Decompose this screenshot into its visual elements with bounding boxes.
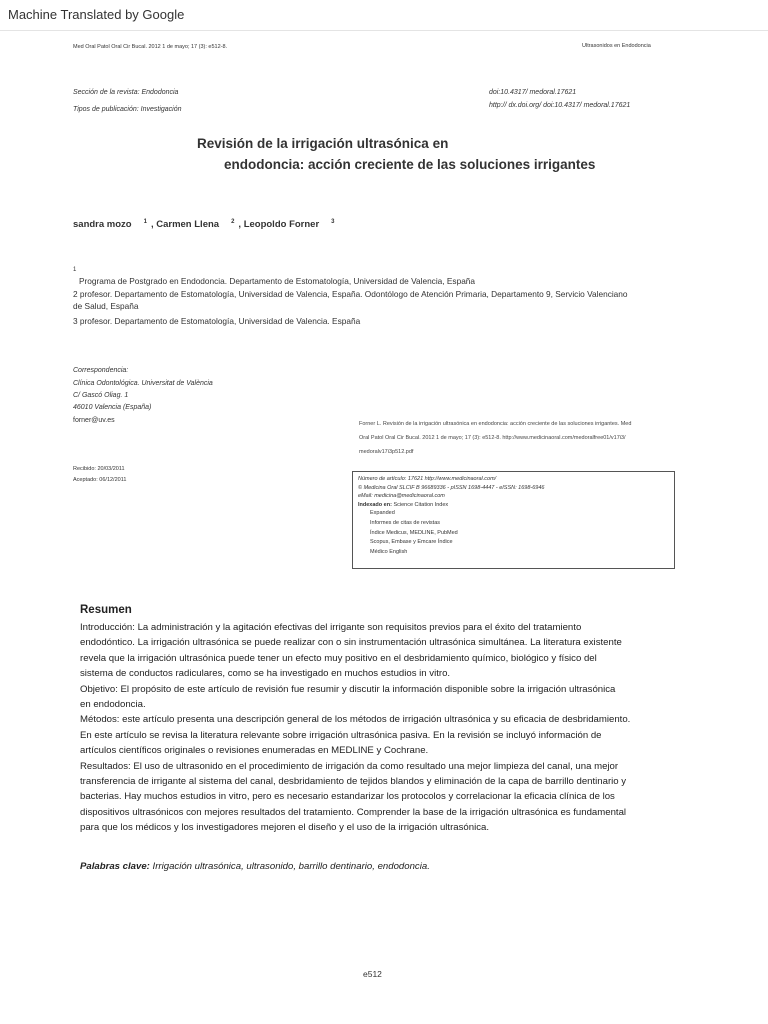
accepted-date: Aceptado: 06/12/2011 xyxy=(73,477,127,483)
index-item: Índice Medicus, MEDLINE, PubMed xyxy=(370,529,458,536)
doi-link[interactable]: http:// dx.doi.org/ doi:10.4317/ medoral.17621 xyxy=(489,102,631,109)
abstract-line: artículos científicos originales o revisiones enumeradas en MEDLINE y Cochrane. xyxy=(80,745,429,757)
keywords-text: Irrigación ultrasónica, ultrasonido, barrillo dentinario, endodoncia. xyxy=(152,861,430,872)
author-name: sandra mozo xyxy=(73,219,132,231)
translation-banner xyxy=(0,0,768,31)
affiliation-1-mark: 1 xyxy=(73,267,77,273)
abstract-line: endodóntico. La irrigación ultrasónica se puede realizar con o sin instrumentación ultrasónica simultánea. La literatura existente xyxy=(80,637,622,649)
index-item: Expanded xyxy=(370,510,395,516)
abstract-line: dispositivos ultrasónicos con mejores resultados del tratamiento. Comprender la base de la irrigación ultrasónica es fundamental xyxy=(80,806,627,818)
abstract-line: Métodos: este artículo presenta una descripción general de los métodos de irrigación ultrasónica y su eficacia de desbridamiento. xyxy=(80,714,631,726)
citation-block xyxy=(359,418,679,458)
banner-text: Machine Translated by Google xyxy=(8,7,185,22)
index-item: Informes de citas de revistas xyxy=(370,519,441,526)
journal-info-box xyxy=(352,471,675,569)
keywords xyxy=(80,861,430,872)
author-affiliation-mark: 3 xyxy=(331,219,335,225)
copyright-line: © Medicina Oral SLCIF B 96689336 - pISSN 1698-4447 - eISSN: 1698-6946 xyxy=(358,484,545,491)
index-item: Scopus, Embase y Emcare Índice xyxy=(370,539,453,546)
journal-email: eMail: medicina@medicinaoral.com xyxy=(358,493,445,499)
article-title-line-2: endodoncia: acción creciente de las soluciones irrigantes xyxy=(224,157,596,172)
article-number: Número de artículo: 17621 http://www.medicinaoral.com/ xyxy=(358,476,497,482)
abstract-line: transferencia de irrigante al sistema del canal, desbridamiento de tejidos blandos y eliminación de la capa de barrillo dentinario y xyxy=(80,776,627,788)
article-title-line-1: Revisión de la irrigación ultrasónica en xyxy=(197,136,449,151)
author-affiliation-mark: 1 xyxy=(143,219,147,225)
abstract-line: revela que la irrigación ultrasónica puede tener un efecto muy positivo en el desbridamiento químico, biológico y físico del xyxy=(80,652,597,664)
abstract-body xyxy=(80,620,680,836)
author-name: Carmen Llena xyxy=(156,219,220,231)
correspondence-email[interactable]: forner@uv.es xyxy=(73,417,115,424)
abstract-line: Resultados: El uso de ultrasonido en el procedimiento de irrigación da como resultado una mejor limpieza del canal, una mejor xyxy=(80,760,619,772)
citation-line-2[interactable]: Oral Patol Oral Cir Bucal. 2012 1 de mayo; 17 (3): e512-8. http://www.medicinaoral.com/medoralfree01/v17i3/ xyxy=(359,435,626,441)
page-number: e512 xyxy=(363,969,382,979)
abstract-line: sistema de conductos radiculares, como se ha investigado en muchos estudios in vitro. xyxy=(80,668,451,680)
author-affiliation-mark: 2 xyxy=(231,219,235,225)
abstract-line: bacterias. Hay muchos estudios in vitro, pero es necesario estandarizar los protocolos y correlacionar la eficacia clínica de los xyxy=(80,791,615,803)
indexed-label: Indexado en: xyxy=(358,501,392,508)
affiliation-1: Programa de Postgrado en Endodoncia. Departamento de Estomatología, Universidad de Valencia, España xyxy=(79,276,476,286)
citation-line-1: Forner L. Revisión de la irrigación ultrasónica en endodoncia: acción creciente de las soluciones irrigantes. Med xyxy=(359,421,632,427)
running-head-left: Med Oral Patol Oral Cir Bucal. 2012 1 de mayo; 17 (3): e512-8. xyxy=(73,44,228,50)
doi: doi:10.4317/ medoral.17621 xyxy=(489,89,577,96)
indexed-first: Science Citation Index xyxy=(393,501,449,508)
correspondence-line-2: C/ Gascó Oliag. 1 xyxy=(73,392,129,399)
abstract-line: Introducción: La administración y la agitación efectivas del irrigante son requisitos previos para el éxito del tratamiento xyxy=(80,622,582,633)
abstract-heading: Resumen xyxy=(80,604,132,616)
abstract-line: en endodoncia. xyxy=(80,699,146,711)
abstract-line: para que los médicos y los investigadores mejoren el diseño y el uso de la irrigación ultrasónica. xyxy=(80,822,490,834)
correspondence-line-1: Clínica Odontológica. Universitat de València xyxy=(73,380,213,387)
received-date: Recibido: 20/03/2011 xyxy=(73,466,125,472)
affiliation-2-line-2: de Salud, España xyxy=(73,301,139,311)
index-item: Médico English xyxy=(370,549,408,556)
correspondence-line-3: 46010 Valencia (España) xyxy=(73,404,152,411)
author-name: Leopoldo Forner xyxy=(243,219,320,231)
publication-type: Tipos de publicación: Investigación xyxy=(73,106,182,113)
citation-line-3[interactable]: medoralv17i3p512.pdf xyxy=(359,449,414,455)
journal-section: Sección de la revista: Endodoncia xyxy=(73,89,179,96)
abstract-line: En este artículo se revisa la literatura relevante sobre irrigación ultrasónica pasiva. En la revisión se incluyó información de xyxy=(80,729,602,741)
running-head-right: Ultrasonidos en Endodoncia xyxy=(582,43,651,49)
author-list: sandra mozo $^1$ , Carmen Llena $^2$ , Leopoldo Forner $^3$ xyxy=(73,219,335,231)
abstract-line: Objetivo: El propósito de este artículo de revisión fue resumir y discutir la información disponible sobre la irrigación ultrasónica xyxy=(80,683,616,695)
affiliation-2-line-1: 2 profesor. Departamento de Estomatología, Universidad de Valencia, España. Odontólogo de Atención Primaria, Departamento 9, Servicio Valenciano xyxy=(73,289,628,299)
correspondence-label: Correspondencia: xyxy=(73,367,129,374)
keywords-label: Palabras clave: xyxy=(80,861,150,872)
affiliation-3: 3 profesor. Departamento de Estomatología, Universidad de Valencia. España xyxy=(73,316,361,326)
indexed-line xyxy=(358,501,669,510)
